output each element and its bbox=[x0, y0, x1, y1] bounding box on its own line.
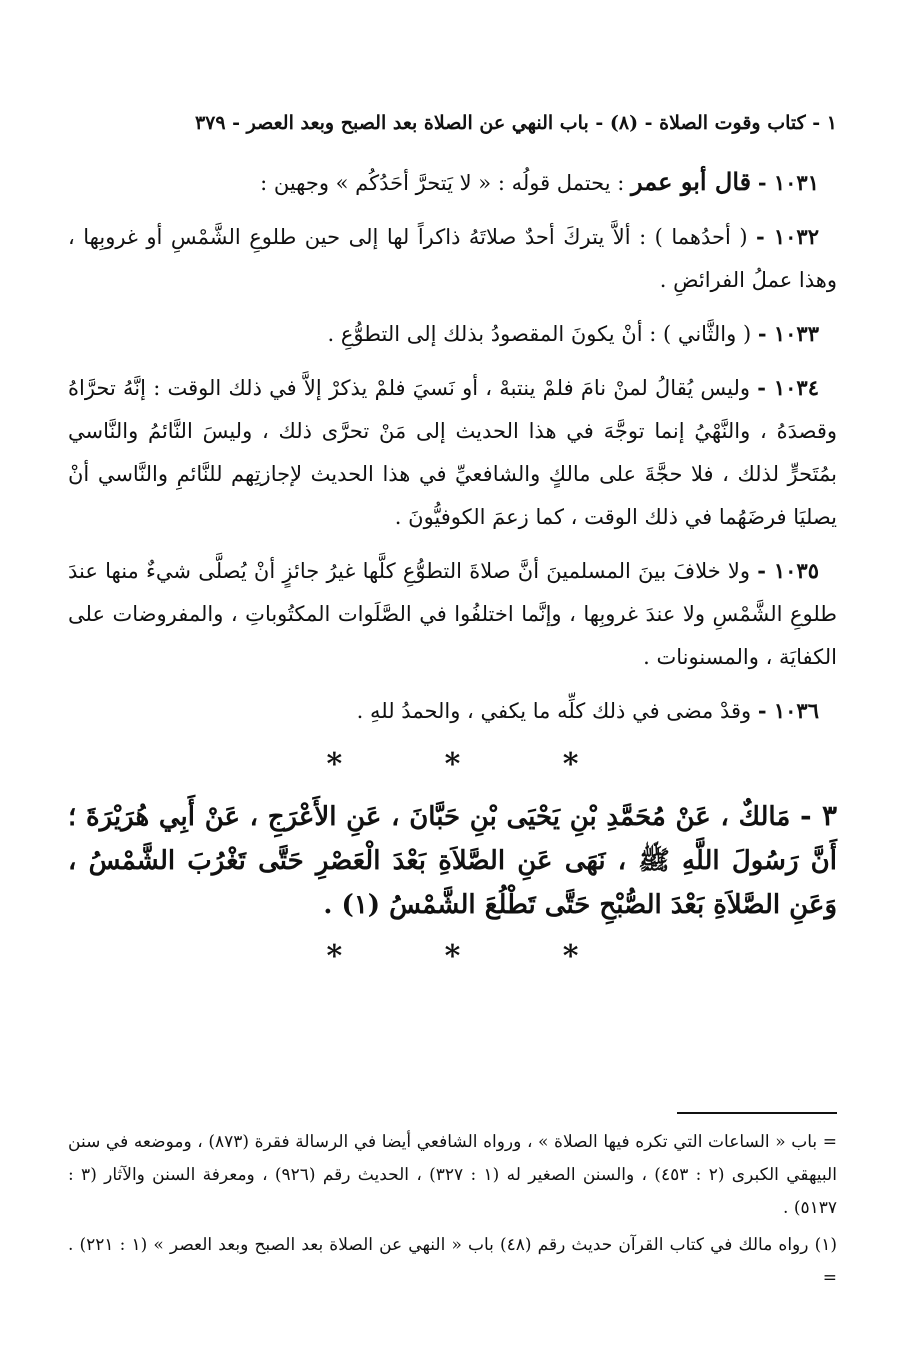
hadith-number: ٣ - bbox=[799, 799, 837, 832]
footnote-continuation: = باب « الساعات التي تكره فيها الصلاة » ، ورواه الشافعي أيضا في الرسالة فقرة (٨٧٣) ، وموضعه في سنن البيهقي الكبرى (٢ : ٤٥٣) ، والسنن الصغير له (١ : ٣٢٧) ، الحديث رقم (٩٢٦) ، ومعرفة السنن والآثار (٣ : ٥١٣٧) . bbox=[68, 1132, 837, 1218]
paragraph-1035 bbox=[68, 549, 837, 679]
paragraph-1034 bbox=[68, 366, 837, 539]
paragraph-1036 bbox=[68, 689, 837, 733]
paragraph-number: ١٠٣٤ - bbox=[757, 375, 819, 400]
paragraph-text: وليس يُقالُ لمنْ نامَ فلمْ ينتبهْ ، أو نَسيَ فلمْ يذكرْ إلاَّ في ذلك الوقت : إنَّهُ تحرَّاهُ وقصدَهُ ، والنَّهْيُ إنما توجَّهَ في هذا الحديث إلى مَنْ تحرَّى ذلك ، وليسَ النَّائمُ والنَّاسي بمُتَحرٍّ لذلك ، فلا حجَّةَ على مالكٍ والشافعيِّ في هذا الحديث لإجازتِهم للنَّائمِ والنَّاسي أنْ يصليَا فرضَهُما في ذلك الوقت ، كما زعمَ الكوفيُّونَ . bbox=[68, 376, 837, 529]
section-separator: * * * bbox=[326, 747, 625, 782]
hadith-body: مَالكٌ ، عَنْ مُحَمَّدِ بْنِ يَحْيَى بْنِ حَبَّانَ ، عَنِ الأَعْرَجِ ، عَنْ أَبِي هُرَيْرَةَ ؛ أَنَّ رَسُولَ اللَّهِ ﷺ ، نَهَى عَنِ الصَّلاَةِ بَعْدَ الْعَصْرِ حَتَّى تَغْرُبَ الشَّمْسُ ، وَعَنِ الصَّلاَةِ بَعْدَ الصُّبْحِ حَتَّى تَطْلُعَ الشَّمْسُ (١) . bbox=[68, 802, 837, 920]
running-header bbox=[78, 112, 837, 134]
paragraph-number: ١٠٣٥ - bbox=[757, 558, 819, 583]
paragraph-1033 bbox=[68, 312, 837, 356]
header-text: ١ - كتاب وقوت الصلاة - (٨) - باب النهي عن الصلاة بعد الصبح وبعد العصر - ٣٧٩ bbox=[194, 112, 837, 134]
footnotes bbox=[68, 1126, 837, 1299]
main-text bbox=[68, 160, 837, 982]
section-separator-2: * * * bbox=[326, 939, 625, 974]
paragraph-1031 bbox=[68, 160, 837, 205]
paragraph-text: ولا خلافَ بينَ المسلمينَ أنَّ صلاةَ التطوُّعِ كلَّها غيرُ جائزٍ أنْ يُصلَّى شيءٌ منها عندَ طلوعِ الشَّمْسِ ولا عندَ غروبِها ، وإنَّما اختلفُوا في الصَّلَوات المكتُوباتِ ، والمفروضات على الكفايَة ، والمسنونات . bbox=[68, 559, 837, 669]
paragraph-text: : يحتمل قولُه : « لا يَتحرَّ أحَدُكُم » وجهين : bbox=[260, 171, 625, 195]
paragraph-1032 bbox=[68, 215, 837, 302]
paragraph-number: ١٠٣٢ - bbox=[756, 224, 819, 249]
footnote-1: (١) رواه مالك في كتاب القرآن حديث رقم (٤٨) باب « النهي عن الصلاة بعد الصبح وبعد العصر » (١ : ٢٢١) . = bbox=[68, 1235, 837, 1288]
hadith-text bbox=[68, 794, 837, 927]
paragraph-text: وقدْ مضى في ذلك كلِّه ما يكفي ، والحمدُ للهِ . bbox=[356, 699, 752, 723]
paragraph-number: ١٠٣٣ - bbox=[757, 321, 819, 346]
paragraph-lead: قال أبو عمر bbox=[631, 167, 752, 196]
paragraph-text: ( أحدُهما ) : ألاَّ يتركَ أحدٌ صلاتَهُ ذاكراً لها إلى حين طلوعِ الشَّمْسِ أو غروبِها ، وهذا عملُ الفرائضِ . bbox=[68, 225, 837, 292]
paragraph-number: ١٠٣١ - bbox=[757, 170, 819, 195]
paragraph-number: ١٠٣٦ - bbox=[757, 698, 819, 723]
footnote-rule bbox=[677, 1112, 837, 1114]
paragraph-text: ( والثَّاني ) : أنْ يكونَ المقصودُ بذلك إلى التطوُّعِ . bbox=[327, 322, 752, 346]
